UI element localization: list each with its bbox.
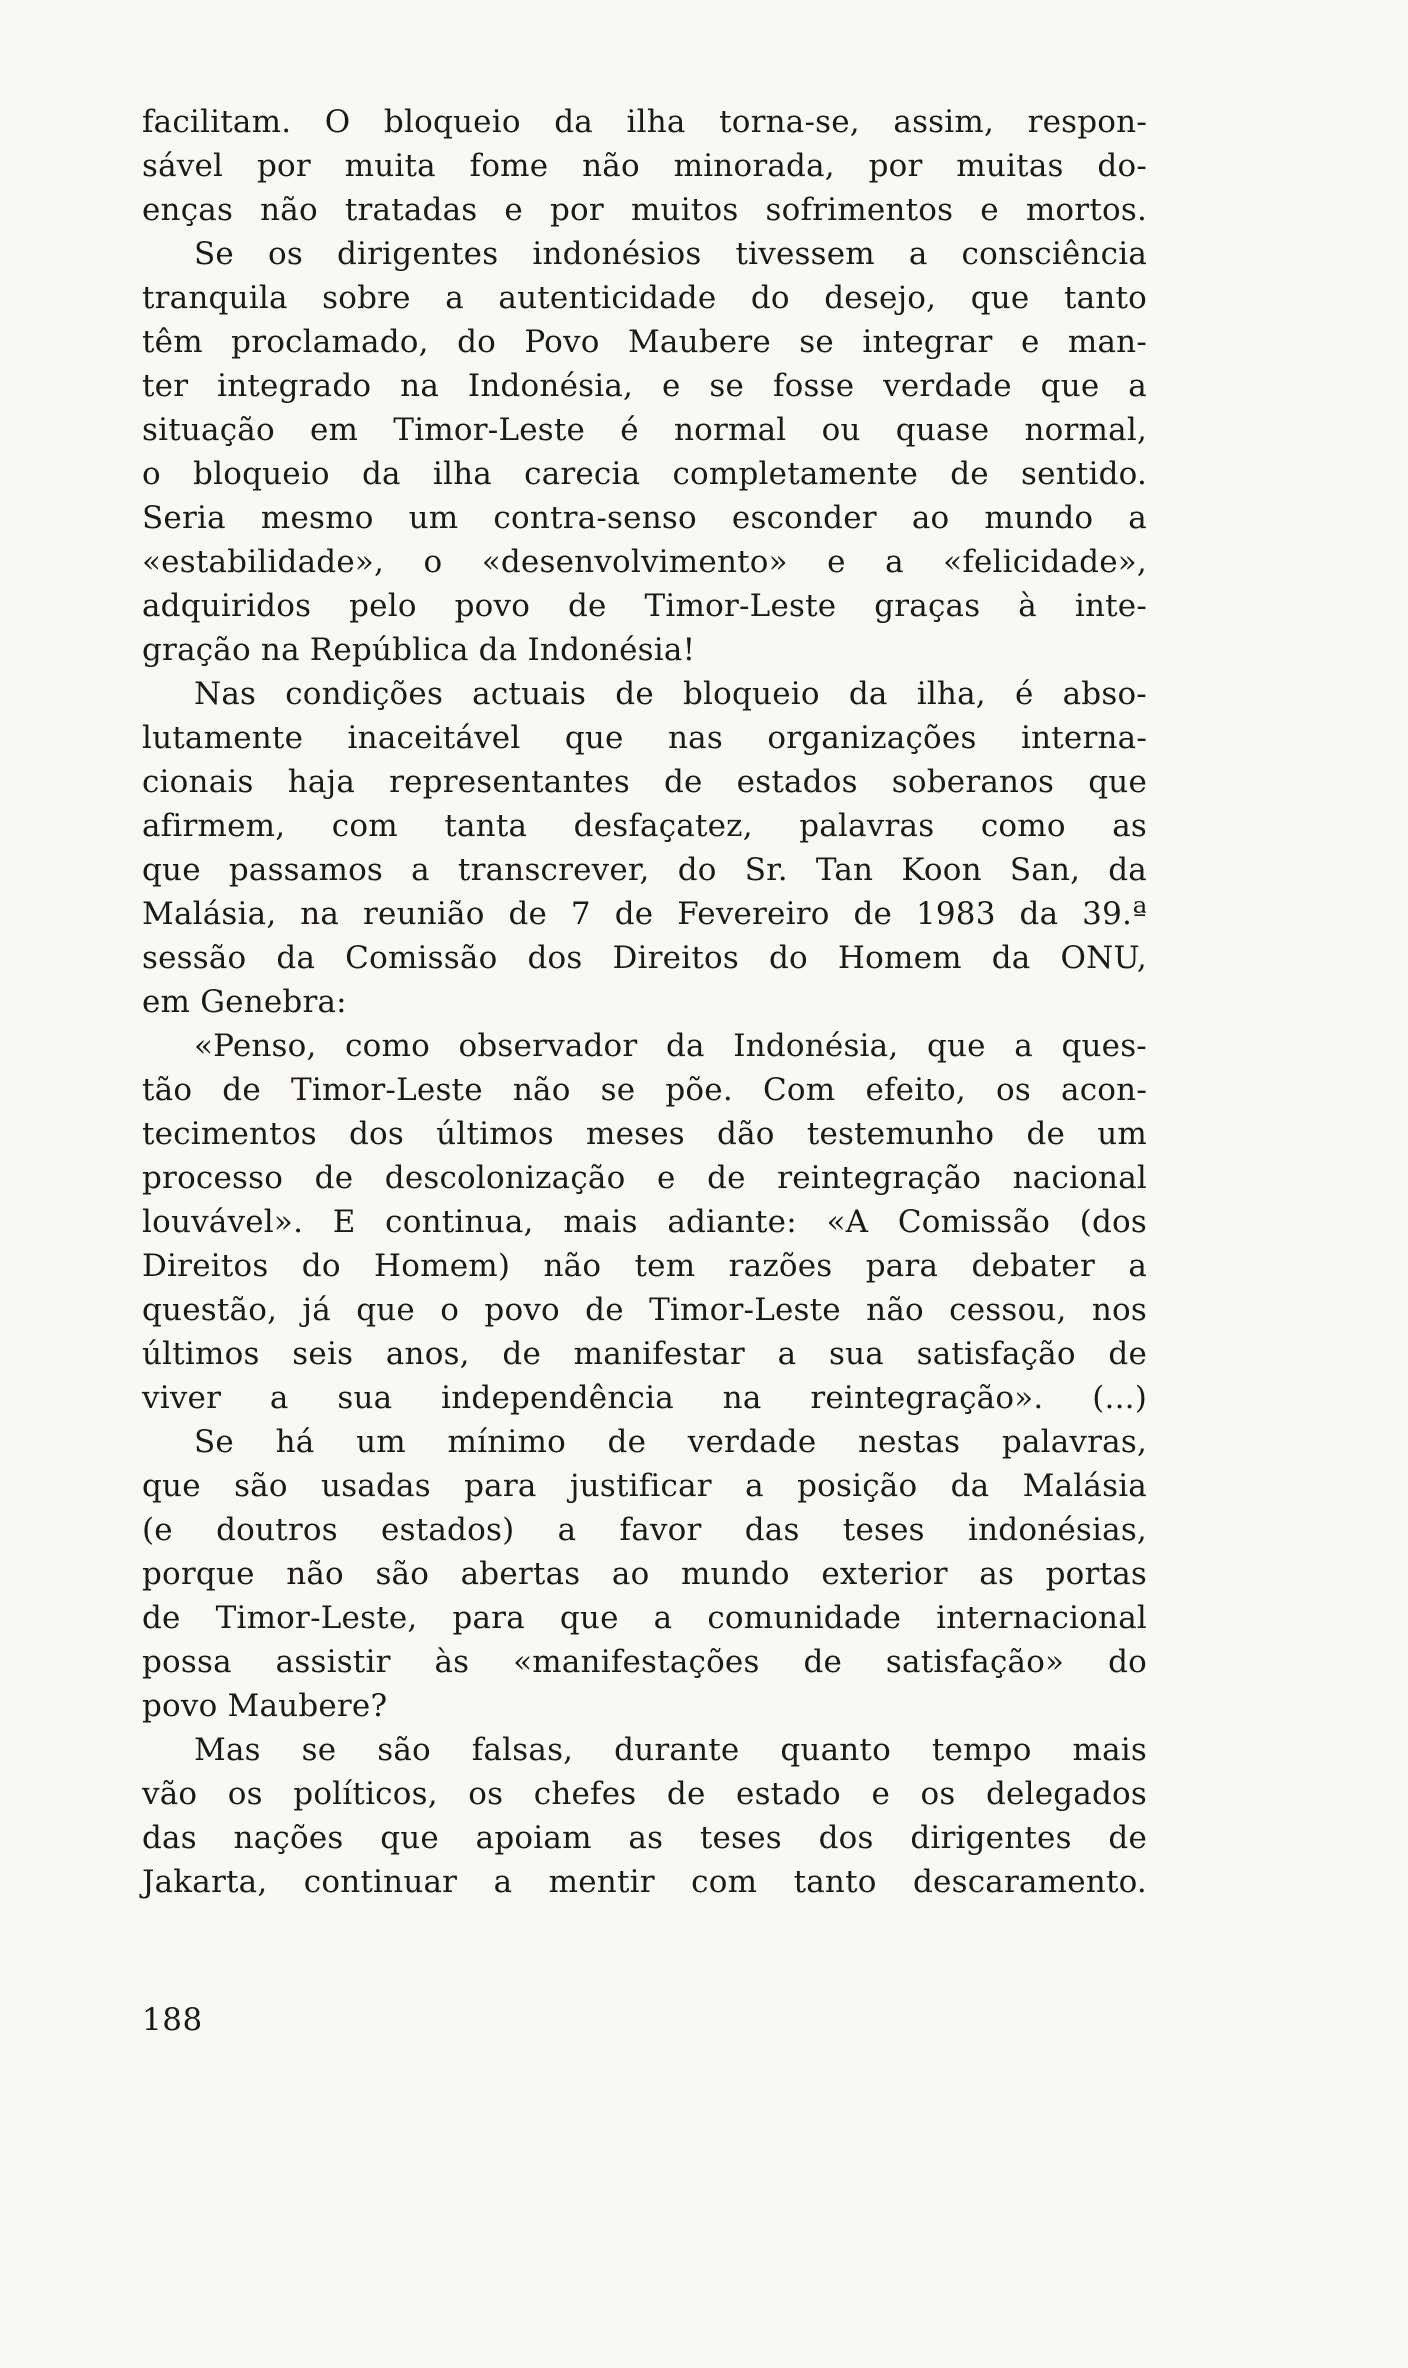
text-line: das nações que apoiam as teses dos dirigentes de	[142, 1820, 1147, 1856]
text-line: Se há um mínimo de verdade nestas palavras,	[194, 1424, 1147, 1460]
paragraph	[142, 100, 1147, 232]
text-line: ter integrado na Indonésia, e se fosse verdade que a	[142, 368, 1147, 404]
text-line: de Timor-Leste, para que a comunidade internacional	[142, 1600, 1147, 1636]
paragraph	[142, 232, 1147, 672]
text-line: louvável». E continua, mais adiante: «A Comissão (dos	[142, 1204, 1147, 1240]
paragraph	[142, 1728, 1147, 1904]
text-line: tão de Timor-Leste não se põe. Com efeito, os acon-	[142, 1072, 1147, 1108]
text-line: gração na República da Indonésia!	[142, 632, 696, 668]
text-line: Mas se são falsas, durante quanto tempo mais	[194, 1732, 1147, 1768]
text-line: Malásia, na reunião de 7 de Fevereiro de 1983 da 39.ª	[142, 896, 1147, 932]
text-line: adquiridos pelo povo de Timor-Leste graças à inte-	[142, 588, 1147, 624]
text-line: têm proclamado, do Povo Maubere se integrar e man-	[142, 324, 1147, 360]
text-line: o bloqueio da ilha carecia completamente de sentido.	[142, 456, 1147, 492]
text-line: últimos seis anos, de manifestar a sua satisfação de	[142, 1336, 1147, 1372]
text-line: «Penso, como observador da Indonésia, que a ques-	[194, 1028, 1147, 1064]
text-line: tecimentos dos últimos meses dão testemunho de um	[142, 1116, 1147, 1152]
text-line: cionais haja representantes de estados soberanos que	[142, 764, 1147, 800]
text-line: sável por muita fome não minorada, por muitas do-	[142, 148, 1147, 184]
text-line: em Genebra:	[142, 984, 347, 1020]
text-line: tranquila sobre a autenticidade do desejo, que tanto	[142, 280, 1147, 316]
text-line: possa assistir às «manifestações de satisfação» do	[142, 1644, 1147, 1680]
text-line: enças não tratadas e por muitos sofrimentos e mortos.	[142, 192, 1147, 228]
text-line: Jakarta, continuar a mentir com tanto descaramento.	[142, 1864, 1147, 1900]
text-line: Nas condições actuais de bloqueio da ilha, é abso-	[194, 676, 1147, 712]
text-line: viver a sua independência na reintegração». (...)	[142, 1380, 1147, 1416]
text-line: facilitam. O bloqueio da ilha torna-se, assim, respon-	[142, 104, 1147, 140]
paragraph	[142, 1420, 1147, 1728]
page-number: 188	[142, 2002, 203, 2038]
text-block	[142, 100, 1147, 1904]
text-line: porque não são abertas ao mundo exterior as portas	[142, 1556, 1147, 1592]
text-line: «estabilidade», o «desenvolvimento» e a «felicidade»,	[142, 544, 1147, 580]
paragraph	[142, 1024, 1147, 1420]
text-line: situação em Timor-Leste é normal ou quase normal,	[142, 412, 1147, 448]
text-line: questão, já que o povo de Timor-Leste não cessou, nos	[142, 1292, 1147, 1328]
text-line: que são usadas para justificar a posição da Malásia	[142, 1468, 1147, 1504]
text-line: vão os políticos, os chefes de estado e os delegados	[142, 1776, 1147, 1812]
text-line: lutamente inaceitável que nas organizações interna-	[142, 720, 1147, 756]
text-line: Se os dirigentes indonésios tivessem a consciência	[194, 236, 1147, 272]
text-line: povo Maubere?	[142, 1688, 388, 1724]
text-line: afirmem, com tanta desfaçatez, palavras como as	[142, 808, 1147, 844]
paragraph	[142, 672, 1147, 1024]
text-line: (e doutros estados) a favor das teses indonésias,	[142, 1512, 1147, 1548]
text-line: que passamos a transcrever, do Sr. Tan Koon San, da	[142, 852, 1147, 888]
text-line: processo de descolonização e de reintegração nacional	[142, 1160, 1147, 1196]
text-line: sessão da Comissão dos Direitos do Homem da ONU,	[142, 940, 1147, 976]
text-line: Seria mesmo um contra-senso esconder ao mundo a	[142, 500, 1147, 536]
text-line: Direitos do Homem) não tem razões para debater a	[142, 1248, 1147, 1284]
